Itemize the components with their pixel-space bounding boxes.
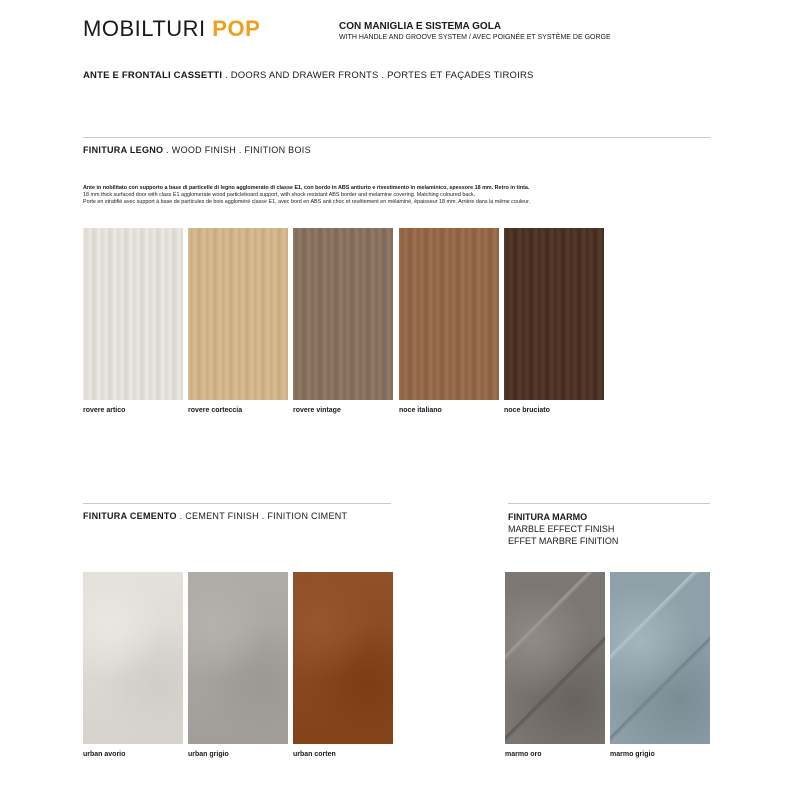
swatch-urban-grigio	[188, 572, 288, 744]
swatch-caption: marmo grigio	[610, 751, 655, 758]
swatch-noce-bruciato	[504, 228, 604, 400]
cement-section-title	[83, 511, 347, 521]
cement-divider	[83, 503, 391, 504]
swatch-urban-corten	[293, 572, 393, 744]
swatch-caption: rovere corteccia	[188, 407, 243, 414]
swatch-marmo-oro	[505, 572, 605, 744]
cement-title-bold: FINITURA CEMENTO	[83, 511, 177, 521]
header-subtitle: WITH HANDLE AND GROOVE SYSTEM / AVEC POIGNÉE ET SYSTÈME DE GORGE	[339, 34, 611, 41]
marble-title-line2: MARBLE EFFECT FINISH	[508, 524, 615, 534]
description-french: Porte en stratifié avec support à base de particules de bois aggloméré classe E1, avec bord en ABS anti choc et revêtement en mélaminé, épaisseur 18 mm. Arrière dans la même couleur.	[83, 199, 531, 205]
marble-title-line1: FINITURA MARMO	[508, 512, 588, 522]
swatch-caption: rovere vintage	[293, 407, 341, 414]
header-title: CON MANIGLIA E SISTEMA GOLA	[339, 21, 502, 32]
swatch-caption: urban grigio	[188, 751, 229, 758]
marble-title-line3: EFFET MARBRE FINITION	[508, 536, 619, 546]
brand-logo	[83, 16, 260, 42]
swatch-caption: noce bruciato	[504, 407, 550, 414]
swatch-noce-italiano	[399, 228, 499, 400]
section-title	[83, 70, 534, 81]
swatch-rovere-vintage	[293, 228, 393, 400]
marble-section-title	[508, 511, 618, 547]
brand-name: MOBILTURI	[83, 16, 206, 41]
section-title-rest: . DOORS AND DRAWER FRONTS . PORTES ET FAÇADES TIROIRS	[222, 70, 534, 81]
wood-divider	[83, 137, 710, 138]
wood-title-bold: FINITURA LEGNO	[83, 145, 164, 155]
swatch-caption: urban avorio	[83, 751, 126, 758]
wood-section-title	[83, 145, 311, 155]
section-title-bold: ANTE E FRONTALI CASSETTI	[83, 70, 223, 81]
swatch-caption: urban corten	[293, 751, 336, 758]
swatch-caption: marmo oro	[505, 751, 542, 758]
marble-divider	[508, 503, 710, 504]
wood-title-rest: . WOOD FINISH . FINITION BOIS	[163, 145, 311, 155]
swatch-rovere-artico	[83, 228, 183, 400]
swatch-urban-avorio	[83, 572, 183, 744]
wood-description	[83, 185, 723, 206]
brand-line-name: POP	[212, 16, 261, 41]
swatch-caption: noce italiano	[399, 407, 442, 414]
swatch-caption: rovere artico	[83, 407, 126, 414]
swatch-marmo-grigio	[610, 572, 710, 744]
description-italian: Ante in nobilitato con supporto a base di particelle di legno agglomerato di classe E1, con bordo in ABS antiurto e rivestimento in melaminico, spessore 18 mm. Retro in tinta.	[83, 185, 530, 191]
cement-title-rest: . CEMENT FINISH . FINITION CIMENT	[176, 511, 348, 521]
description-english: 18 mm thick surfaced door with class E1 agglomerate wood particleboard support, with shock resistant ABS border and melamine covering. Matching coloured back.	[83, 192, 476, 198]
swatch-rovere-corteccia	[188, 228, 288, 400]
